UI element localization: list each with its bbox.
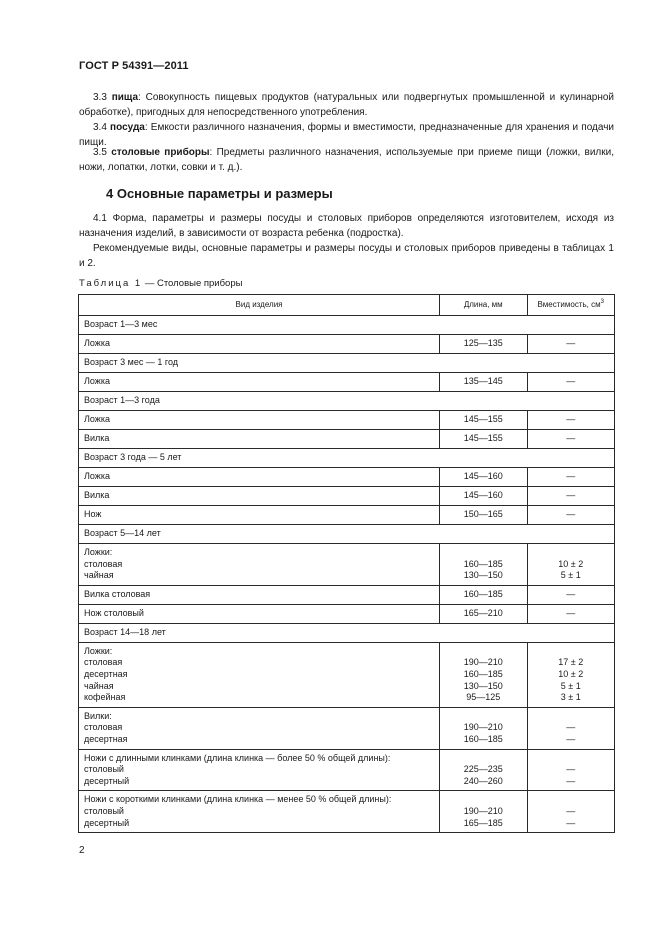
cell-line — [528, 547, 615, 559]
table-header-row — [79, 295, 615, 316]
cell-line: — — [566, 588, 576, 599]
cell-line: Вилка столовая — [84, 588, 151, 599]
cell-line: 165—210 — [463, 607, 503, 618]
cell-line: — — [566, 509, 576, 520]
length-cell — [440, 749, 527, 791]
table-row — [79, 373, 615, 392]
item-name-cell — [79, 335, 440, 354]
cell-line: 125—135 — [463, 338, 503, 349]
capacity-cell — [527, 468, 615, 487]
header-capacity — [527, 295, 615, 316]
table-row — [79, 749, 615, 791]
cell-line: 135—145 — [463, 376, 503, 387]
capacity-cell — [527, 642, 615, 707]
cell-line: 5 ± 1 — [560, 680, 581, 691]
length-cell — [440, 791, 527, 833]
item-name-cell — [79, 544, 440, 586]
item-name-cell — [79, 585, 440, 604]
cell-line: 240—260 — [463, 775, 503, 786]
cell-line: — — [566, 490, 576, 501]
table-group-row — [79, 392, 615, 411]
cell-line: — — [566, 775, 576, 786]
cell-line: — — [566, 733, 576, 744]
standard-header: ГОСТ Р 54391—2011 — [79, 60, 189, 72]
cell-line: Ложка — [84, 471, 110, 482]
length-cell — [440, 487, 527, 506]
table-row — [79, 468, 615, 487]
table-caption-title: Столовые приборы — [156, 278, 243, 289]
age-group-label: Возраст 1—3 года — [79, 392, 615, 411]
cell-line: 160—185 — [463, 588, 503, 599]
section-title: 4 Основные параметры и размеры — [106, 186, 333, 201]
definition-3-5 — [79, 145, 614, 175]
cell-line: Ложки: — [84, 547, 113, 557]
age-group-label: Возраст 1—3 мес — [79, 316, 615, 335]
capacity-cell — [527, 604, 615, 623]
cell-line: 95—125 — [466, 692, 501, 703]
definition-number: 3.3 — [93, 92, 107, 103]
table-group-row — [79, 623, 615, 642]
header-capacity-text: Вместимость, см — [537, 300, 601, 310]
cell-line: — — [566, 376, 576, 387]
cell-line: 17 ± 2 — [558, 657, 584, 668]
cell-line: 160—185 — [463, 733, 503, 744]
cell-line: Вилки: — [84, 710, 112, 721]
cell-line: 5 ± 1 — [560, 570, 581, 581]
table-row — [79, 707, 615, 749]
length-cell — [440, 411, 527, 430]
paragraph-text: Рекомендуемые виды, основные параметры и размеры посуды и столовых приборов приведены в таблицах 1 и 2. — [79, 243, 614, 270]
cell-line: 145—160 — [463, 471, 503, 482]
cell-line: — — [566, 433, 576, 444]
table-row — [79, 430, 615, 449]
table-caption — [79, 278, 242, 289]
length-cell — [440, 373, 527, 392]
definition-3-3 — [79, 90, 614, 120]
definition-number: 3.4 — [93, 122, 107, 133]
item-name-cell — [79, 642, 440, 707]
header-capacity-sup: 3 — [600, 299, 604, 306]
cell-line: Ложки: — [84, 645, 113, 656]
paragraph-text: 4.1 Форма, параметры и размеры посуды и столовых приборов определяются изготовителем, исходя из назначения изделий, в зависимости от возраста ребенка (подростка). — [79, 213, 614, 240]
cell-line: 225—235 — [463, 764, 503, 775]
length-cell — [440, 585, 527, 604]
item-name-cell — [79, 506, 440, 525]
cell-line: чайная — [84, 570, 114, 581]
item-name-cell — [79, 487, 440, 506]
cell-line — [440, 753, 526, 765]
paragraph-4-1 — [79, 211, 614, 241]
table-row — [79, 791, 615, 833]
definition-term: столовые приборы — [111, 147, 210, 158]
age-group-label: Возраст 3 мес — 1 год — [79, 354, 615, 373]
item-name-cell — [79, 707, 440, 749]
cell-line: 160—185 — [463, 558, 503, 569]
capacity-cell — [527, 749, 615, 791]
table-row — [79, 642, 615, 707]
table-row — [79, 544, 615, 586]
header-length: Длина, мм — [440, 295, 527, 316]
cell-line: Вилка — [84, 490, 110, 501]
cell-line: 165—185 — [463, 817, 503, 828]
table-group-row — [79, 354, 615, 373]
table-row — [79, 411, 615, 430]
header-item-type: Вид изделия — [79, 295, 440, 316]
item-name-cell — [79, 373, 440, 392]
table-group-row — [79, 449, 615, 468]
item-name-cell — [79, 468, 440, 487]
length-cell — [440, 642, 527, 707]
cell-line: 3 ± 1 — [560, 692, 581, 703]
table-caption-label: Таблица 1 — [79, 278, 143, 289]
cell-line: кофейная — [84, 692, 126, 703]
cell-line: десертная — [84, 668, 128, 679]
item-name-cell — [79, 604, 440, 623]
cell-line: — — [566, 607, 576, 618]
length-cell — [440, 468, 527, 487]
table-group-row — [79, 525, 615, 544]
definition-number: 3.5 — [93, 147, 107, 158]
capacity-cell — [527, 707, 615, 749]
cell-line: десертная — [84, 733, 128, 744]
capacity-cell — [527, 430, 615, 449]
cell-line: Ложка — [84, 414, 110, 425]
cell-line: 145—155 — [463, 414, 503, 425]
cell-line: — — [566, 817, 576, 828]
cell-line: Ножи с длинными клинками (длина клинка — более 50 % общей длины): — [84, 752, 391, 763]
length-cell — [440, 604, 527, 623]
capacity-cell — [527, 506, 615, 525]
cell-line: Ложка — [84, 376, 110, 387]
age-group-label: Возраст 14—18 лет — [79, 623, 615, 642]
cell-line: 130—150 — [463, 680, 503, 691]
length-cell — [440, 707, 527, 749]
cell-line: — — [566, 764, 576, 775]
table-row — [79, 506, 615, 525]
cell-line: столовая — [84, 657, 123, 668]
length-cell — [440, 544, 527, 586]
cell-line — [528, 646, 615, 658]
cell-line: — — [566, 414, 576, 425]
item-name-cell — [79, 791, 440, 833]
item-name-cell — [79, 411, 440, 430]
capacity-cell — [527, 791, 615, 833]
cell-line: десертный — [84, 817, 130, 828]
age-group-label: Возраст 3 года — 5 лет — [79, 449, 615, 468]
cell-line — [440, 646, 526, 658]
cell-line: 145—155 — [463, 433, 503, 444]
cell-line: Вилка — [84, 433, 110, 444]
cell-line: столовая — [84, 558, 123, 569]
item-name-cell — [79, 430, 440, 449]
capacity-cell — [527, 544, 615, 586]
table-row — [79, 487, 615, 506]
cell-line: столовая — [84, 722, 123, 733]
definition-term: пища — [111, 92, 139, 103]
cell-line: 160—185 — [463, 668, 503, 679]
length-cell — [440, 506, 527, 525]
table-group-row — [79, 316, 615, 335]
cell-line: 10 ± 2 — [558, 558, 584, 569]
cell-line: Нож столовый — [84, 607, 144, 618]
age-group-label: Возраст 5—14 лет — [79, 525, 615, 544]
cell-line: Ножи с короткими клинками (длина клинка — менее 50 % общей длины): — [84, 794, 392, 805]
cell-line: 10 ± 2 — [558, 668, 584, 679]
cell-line: Ложка — [84, 338, 110, 349]
cell-line — [528, 753, 615, 765]
cell-line: 130—150 — [463, 570, 503, 581]
cell-line: 150—165 — [463, 509, 503, 520]
item-name-cell — [79, 749, 440, 791]
paragraph-recommendation — [79, 241, 614, 271]
cell-line — [528, 711, 615, 723]
definition-text: : Совокупность пищевых продуктов (натуральных или подвергнутых промышленной и кулинарной обработке), пригодных для непосредственного употребления. — [79, 92, 615, 119]
cell-line: 190—210 — [463, 805, 503, 816]
cell-line — [440, 794, 526, 806]
capacity-cell — [527, 411, 615, 430]
length-cell — [440, 335, 527, 354]
table-row — [79, 585, 615, 604]
definition-text: : Емкости различного назначения, формы и вместимости, предназначенные для хранения и подачи пищи. — [79, 122, 615, 149]
capacity-cell — [527, 585, 615, 604]
cell-line: десертный — [84, 775, 130, 786]
table-caption-separator: — — [144, 278, 155, 289]
cell-line: 190—210 — [463, 722, 503, 733]
cell-line: — — [566, 805, 576, 816]
length-cell — [440, 430, 527, 449]
page-number: 2 — [79, 845, 85, 856]
cell-line: 145—160 — [463, 490, 503, 501]
cell-line: — — [566, 722, 576, 733]
cell-line: — — [566, 338, 576, 349]
capacity-cell — [527, 335, 615, 354]
cell-line: 190—210 — [463, 657, 503, 668]
cell-line — [440, 547, 526, 559]
cell-line: столовый — [84, 764, 124, 775]
cell-line: — — [566, 471, 576, 482]
cell-line: Нож — [84, 509, 102, 520]
table-row — [79, 335, 615, 354]
definition-term: посуда — [110, 122, 145, 133]
definition-text: : Предметы различного назначения, используемые при приеме пищи (ложки, вилки, ножи, лопатки, лотки, совки и т. д.). — [79, 147, 614, 174]
cell-line — [440, 711, 526, 723]
capacity-cell — [527, 373, 615, 392]
capacity-cell — [527, 487, 615, 506]
cell-line — [528, 794, 615, 806]
cell-line: чайная — [84, 680, 114, 691]
table-row — [79, 604, 615, 623]
cutlery-table — [78, 294, 615, 833]
cell-line: столовый — [84, 805, 124, 816]
